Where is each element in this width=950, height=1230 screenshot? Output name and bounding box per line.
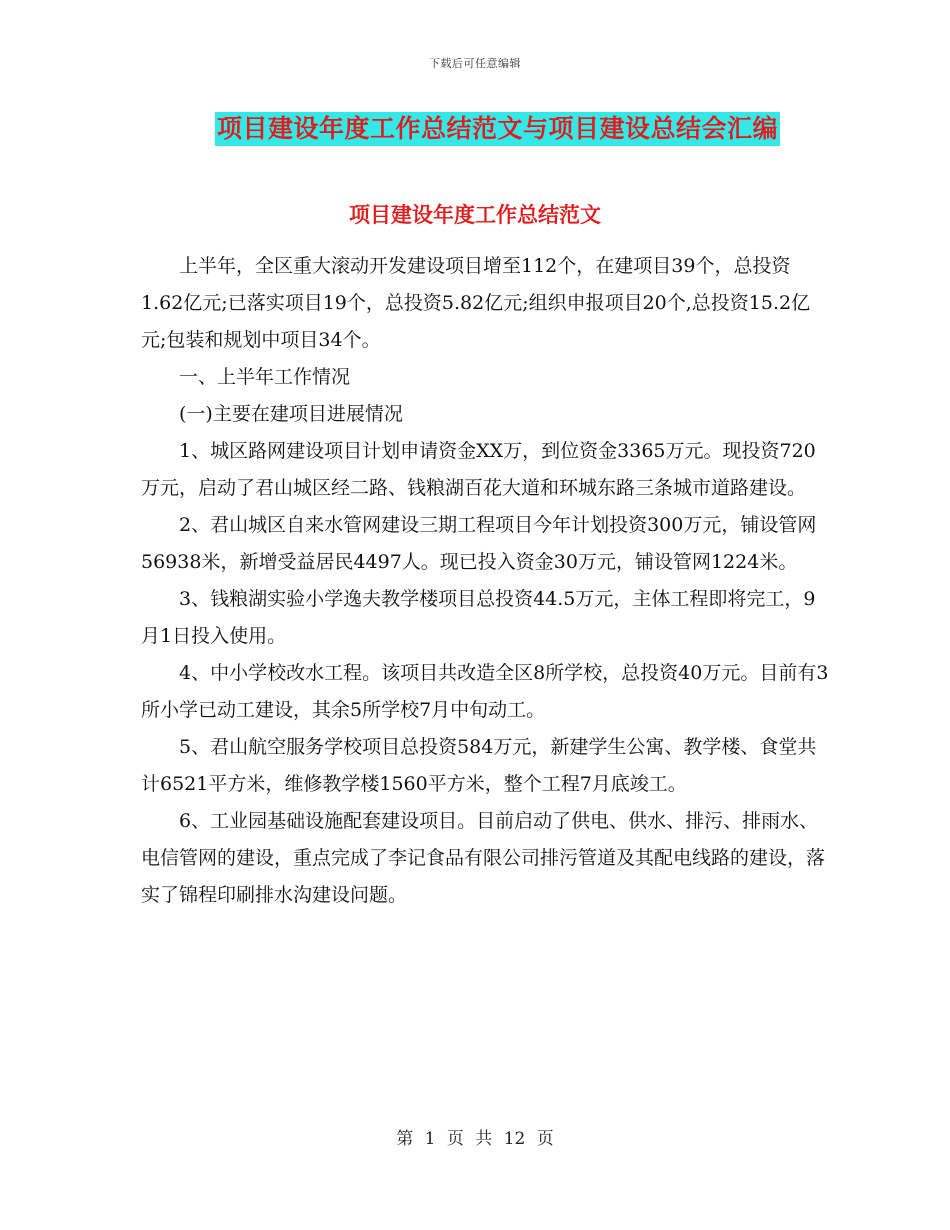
section-title: 项目建设年度工作总结范文 [349,202,601,227]
paragraph: 3、钱粮湖实验小学逸夫教学楼项目总投资44.5万元，主体工程即将完工，9月1日投入使用。 [141,588,816,647]
main-title-container [0,112,950,146]
paragraph: (一)主要在建项目进展情况 [179,403,403,425]
paragraph: 1、城区路网建设项目计划申请资金XX万，到位资金3365万元。现投资720万元，启动了君山城区经二路、钱粮湖百花大道和环城东路三条城市道路建设。 [141,440,816,499]
footer-label-page-unit: 页 [446,1129,464,1149]
document-body [141,248,831,914]
paragraph: 上半年，全区重大滚动开发建设项目增至112个，在建项目39个，总投资1.62亿元;已落实项目19个，总投资5.82亿元;组织申报项目20个,总投资15.2亿元;包装和规划中项目34个。 [141,255,811,351]
paragraph: 2、君山城区自来水管网建设三期工程项目今年计划投资300万元，铺设管网56938米，新增受益居民4497人。现已投入资金30万元，铺设管网1224米。 [141,514,817,573]
footer-label-total-unit: 页 [536,1129,554,1149]
main-title: 项目建设年度工作总结范文与项目建设总结会汇编 [215,112,780,146]
page-number: 1 [424,1129,436,1149]
footer-label-page: 第 [396,1129,414,1149]
footer-label-total: 共 [475,1129,493,1149]
paragraph: 5、君山航空服务学校项目总投资584万元，新建学生公寓、教学楼、食堂共计6521平方米，维修教学楼1560平方米，整个工程7月底竣工。 [141,736,817,795]
total-pages: 12 [503,1129,526,1149]
header-note: 下载后可任意编辑 [429,57,521,70]
paragraph: 一、上半年工作情况 [179,366,351,388]
paragraph: 6、工业园基础设施配套建设项目。目前启动了供电、供水、排污、排雨水、电信管网的建设，重点完成了李记食品有限公司排污管道及其配电线路的建设，落实了锦程印刷排水沟建设问题。 [141,810,826,906]
page-footer [0,1124,950,1149]
paragraph: 4、中小学校改水工程。该项目共改造全区8所学校，总投资40万元。目前有3所小学已动工建设，其余5所学校7月中旬动工。 [141,662,829,721]
